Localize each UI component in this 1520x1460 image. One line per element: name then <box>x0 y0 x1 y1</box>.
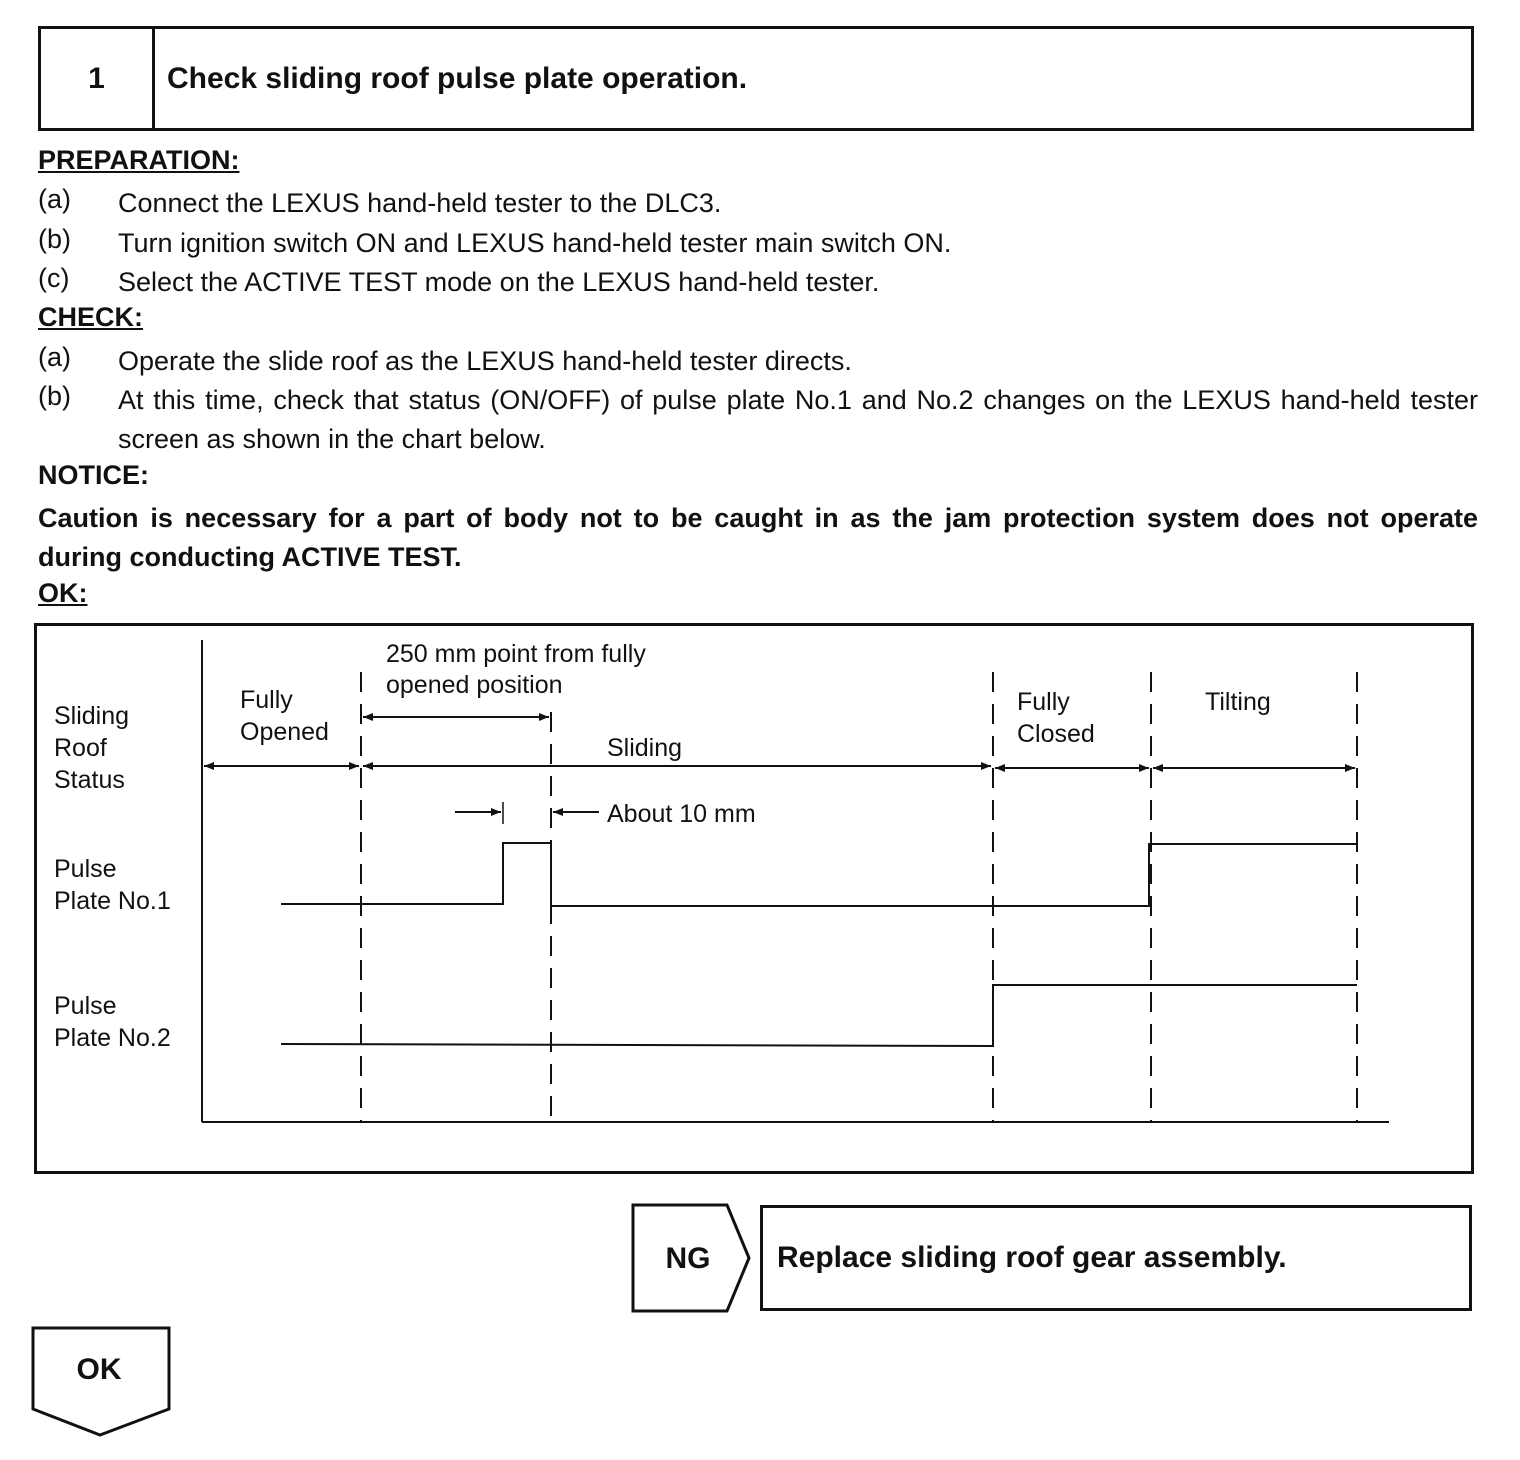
plate1-waveform-a <box>281 843 551 904</box>
item-text: At this time, check that status (ON/OFF) of pulse plate No.1 and No.2 changes on the LEXUS hand-held tester screen as shown in the chart below. <box>118 385 1478 454</box>
step-title: Check sliding roof pulse plate operation. <box>167 61 748 95</box>
fully-closed-label-line1: Fully <box>1017 688 1070 716</box>
item-text: Connect the LEXUS hand-held tester to the DLC3. <box>118 188 722 218</box>
item-text: Turn ignition switch ON and LEXUS hand-held tester main switch ON. <box>118 228 952 258</box>
item-label: (b) <box>38 224 71 254</box>
plate2-label-line1: Pulse <box>54 992 117 1020</box>
status-label-line2: Roof <box>54 734 107 762</box>
item-label: (a) <box>38 342 71 372</box>
ok-tag <box>30 1325 174 1439</box>
timing-chart <box>34 623 1474 1174</box>
item-label: (c) <box>38 263 70 293</box>
notice-heading: NOTICE: <box>38 460 149 490</box>
status-label-line1: Sliding <box>54 702 130 730</box>
fully-opened-label-line2: Opened <box>240 718 329 746</box>
item-text: Operate the slide roof as the LEXUS hand-held tester directs. <box>118 346 852 376</box>
item-text: Select the ACTIVE TEST mode on the LEXUS hand-held tester. <box>118 267 880 297</box>
step-header <box>38 26 1474 131</box>
status-label-line3: Status <box>54 766 125 794</box>
item-label: (a) <box>38 184 71 214</box>
plate1-waveform-b <box>551 844 1357 906</box>
plate2-label-line2: Plate No.2 <box>54 1024 171 1052</box>
check-heading: CHECK: <box>38 302 143 332</box>
ok-label: OK <box>76 1353 122 1386</box>
annotation-250-line1: 250 mm point from fully <box>386 640 646 668</box>
annotation-250-line2: opened position <box>386 671 563 699</box>
tilting-label: Tilting <box>1205 688 1271 716</box>
ng-label: NG <box>665 1242 711 1275</box>
timing-chart-svg <box>37 626 1471 1171</box>
ok-heading: OK: <box>38 578 88 608</box>
sliding-label: Sliding <box>607 734 683 762</box>
ng-action-box: Replace sliding roof gear assembly. <box>760 1205 1472 1311</box>
plate2-waveform <box>281 985 1357 1046</box>
preparation-heading: PREPARATION: <box>38 145 240 175</box>
ng-tag <box>630 1202 754 1314</box>
step-number: 1 <box>41 29 155 128</box>
item-label: (b) <box>38 381 71 411</box>
fully-closed-label-line2: Closed <box>1017 720 1095 748</box>
fully-opened-label-line1: Fully <box>240 686 293 714</box>
plate1-label-line1: Pulse <box>54 855 117 883</box>
annotation-10mm: About 10 mm <box>607 800 756 828</box>
notice-text: Caution is necessary for a part of body not to be caught in as the jam protection system does not operate during conducting ACTIVE TEST. <box>38 503 1478 572</box>
plate1-label-line2: Plate No.1 <box>54 887 171 915</box>
